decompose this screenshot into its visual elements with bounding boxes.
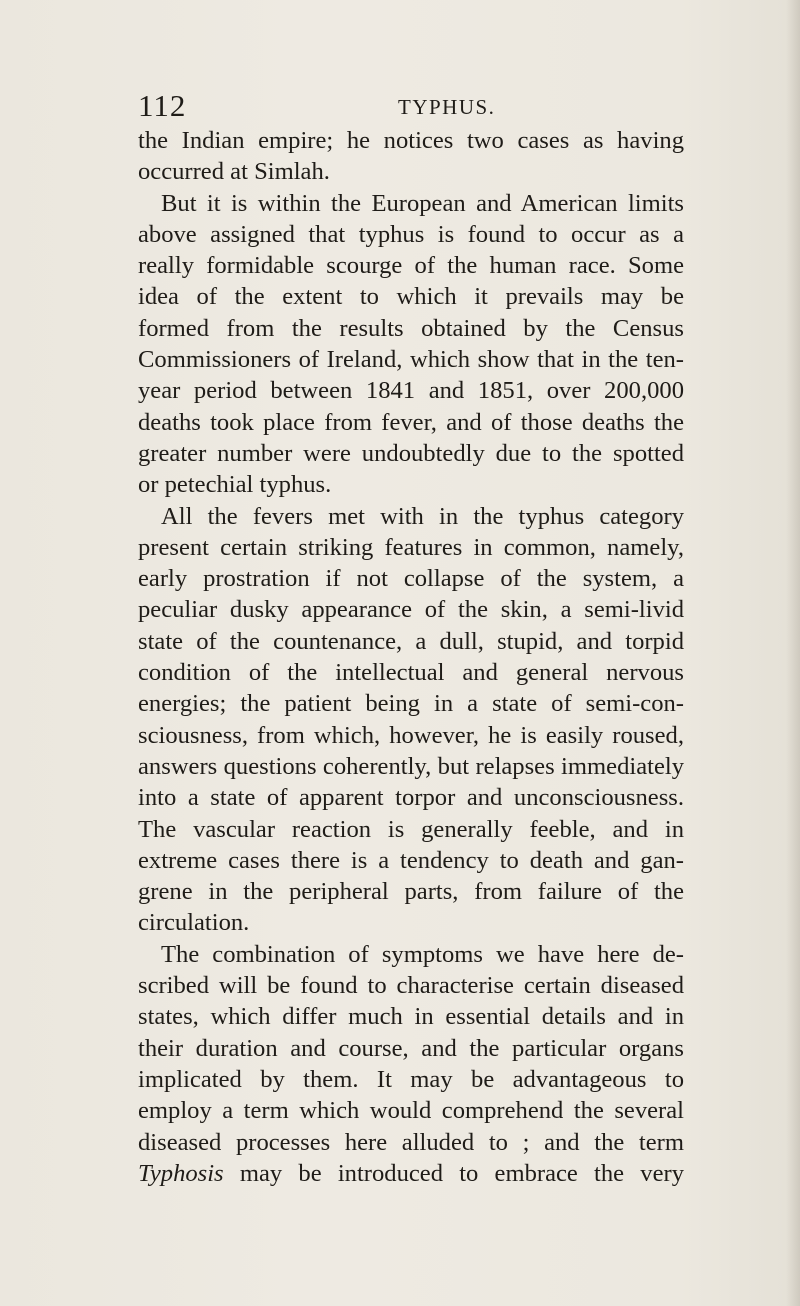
text-line: grene in the peripheral parts, from failure of the — [138, 878, 684, 906]
text-line: peculiar dusky appearance of the skin, a semi-livid — [138, 596, 684, 624]
text-line: energies; the patient being in a state of semi-con- — [138, 690, 684, 718]
paragraph-start-line: All the fevers met with in the typhus category — [161, 502, 684, 530]
page-edge-shadow — [786, 0, 800, 1306]
text-line — [138, 1158, 684, 1189]
text-line: sciousness, from which, however, he is easily roused, — [138, 721, 684, 749]
text-line: their duration and course, and the particular organs — [138, 1034, 684, 1062]
text-line: above assigned that typhus is found to occur as a — [138, 220, 684, 248]
text-line: answers questions coherently, but relapses immediately — [138, 752, 684, 780]
text-line: occurred at Simlah. — [138, 158, 330, 186]
page-header — [138, 88, 678, 122]
text-line: present certain striking features in common, namely, — [138, 533, 684, 561]
text-line: greater number were undoubtedly due to the spotted — [138, 439, 684, 467]
text-line: circulation. — [138, 909, 250, 937]
page-number: 112 — [138, 88, 187, 123]
text-line: really formidable scourge of the human race. Some — [138, 252, 684, 280]
text-line: implicated by them. It may be advantageous to — [138, 1065, 684, 1093]
body-text — [138, 125, 684, 1189]
running-head: TYPHUS. — [398, 95, 496, 119]
text-line: into a state of apparent torpor and unconsciousness. — [138, 784, 684, 812]
text-line: scribed will be found to characterise certain diseased — [138, 972, 684, 1000]
text-line: or petechial typhus. — [138, 471, 332, 499]
text-line: Commissioners of Ireland, which show that in the ten- — [138, 346, 684, 374]
italic-term: Typhosis — [138, 1159, 224, 1187]
paragraph-start-line: But it is within the European and American limits — [161, 189, 684, 217]
text-line: states, which differ much in essential details and in — [138, 1003, 684, 1031]
text-line: formed from the results obtained by the Census — [138, 314, 684, 342]
paragraph-start-line: The combination of symptoms we have here de- — [161, 940, 684, 968]
text-line: idea of the extent to which it prevails may be — [138, 283, 684, 311]
text-line: early prostration if not collapse of the system, a — [138, 565, 684, 593]
text-line-rest: may be introduced to embrace the very — [223, 1159, 684, 1187]
text-line: condition of the intellectual and general nervous — [138, 659, 684, 687]
text-line: diseased processes here alluded to ; and the term — [138, 1128, 684, 1156]
text-line: employ a term which would comprehend the several — [138, 1097, 684, 1125]
text-line: year period between 1841 and 1851, over 200,000 — [138, 377, 684, 405]
text-line: state of the countenance, a dull, stupid, and torpid — [138, 627, 684, 655]
text-line: deaths took place from fever, and of those deaths the — [138, 408, 684, 436]
text-line: the Indian empire; he notices two cases as having — [138, 127, 684, 154]
text-line: extreme cases there is a tendency to death and gan- — [138, 846, 684, 874]
text-line: The vascular reaction is generally feeble, and in — [138, 815, 684, 843]
